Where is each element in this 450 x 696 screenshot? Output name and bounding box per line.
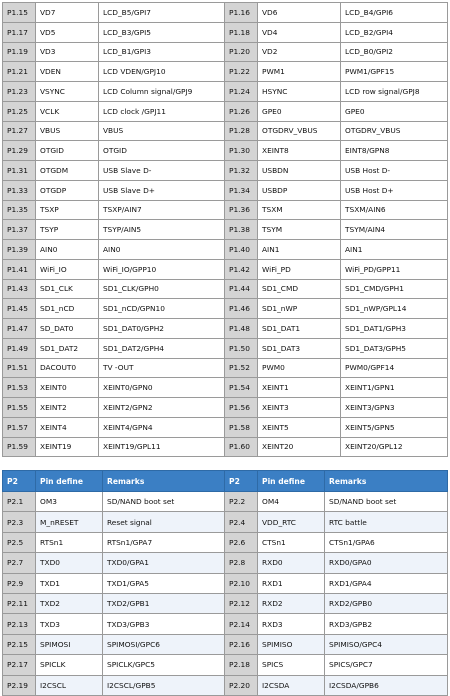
table-row (3, 62, 448, 82)
pin-define-cell: VD7 (36, 3, 99, 23)
table-row (3, 82, 448, 102)
pin-define-cell: XEINT0 (36, 378, 99, 398)
remarks-cell: SD1_DAT3/GPH5 (341, 338, 448, 358)
pin-define-cell: XEINT8 (258, 141, 341, 161)
pin-number-cell: P2.2 (225, 492, 258, 512)
remarks-cell: XEINT1/GPN1 (341, 378, 448, 398)
pin-number-cell: P1.53 (3, 378, 36, 398)
remarks-cell: SPIMISO/GPC4 (325, 634, 448, 654)
p2-pin-table-body (3, 492, 448, 696)
table-row (3, 437, 448, 457)
pin-define-cell: SD1_DAT3 (258, 338, 341, 358)
pin-define-cell: DACOUT0 (36, 358, 99, 378)
pin-define-cell: OM4 (258, 492, 325, 512)
table-row (3, 358, 448, 378)
pin-define-cell: CTSn1 (258, 532, 325, 552)
pin-number-cell: P1.38 (225, 220, 258, 240)
pin-number-cell: P1.49 (3, 338, 36, 358)
pin-define-cell: TSXM (258, 200, 341, 220)
remarks-cell: TSYP/AIN5 (99, 220, 225, 240)
remarks-cell: TSXP/AIN7 (99, 200, 225, 220)
pin-define-cell: VBUS (36, 121, 99, 141)
pin-number-cell: P1.58 (225, 417, 258, 437)
pin-define-cell: WiFi_PD (258, 259, 341, 279)
table-row (3, 378, 448, 398)
pin-number-cell: P1.34 (225, 180, 258, 200)
pin-define-cell: GPE0 (258, 101, 341, 121)
table-row (3, 240, 448, 260)
pin-number-cell: P2.18 (225, 655, 258, 675)
pin-define-cell: VD3 (36, 42, 99, 62)
table-row (3, 200, 448, 220)
pin-number-cell: P1.37 (3, 220, 36, 240)
remarks-cell: LCD_B4/GPI6 (341, 3, 448, 23)
remarks-cell: LCD_B0/GPI2 (341, 42, 448, 62)
table-row (3, 492, 448, 512)
remarks-cell: WiFi_PD/GPP11 (341, 259, 448, 279)
pin-define-cell: SD1_DAT2 (36, 338, 99, 358)
table-row (3, 299, 448, 319)
pin-number-cell: P1.43 (3, 279, 36, 299)
remarks-cell: Reset signal (103, 512, 225, 532)
remarks-cell: RTC battle (325, 512, 448, 532)
pin-number-cell: P1.26 (225, 101, 258, 121)
pin-number-cell: P1.36 (225, 200, 258, 220)
header-remarks: Remarks (103, 471, 225, 492)
pin-define-cell: SD1_CLK (36, 279, 99, 299)
pin-define-cell: USBDP (258, 180, 341, 200)
pin-number-cell: P1.51 (3, 358, 36, 378)
remarks-cell: LCD_B3/GPI5 (99, 22, 225, 42)
pin-define-cell: PWM1 (258, 62, 341, 82)
pin-number-cell: P2.12 (225, 593, 258, 613)
remarks-cell: LCD_B2/GPI4 (341, 22, 448, 42)
pin-number-cell: P1.52 (225, 358, 258, 378)
remarks-cell: EINT8/GPN8 (341, 141, 448, 161)
remarks-cell: LCD Column signal/GPJ9 (99, 82, 225, 102)
pin-define-cell: TSXP (36, 200, 99, 220)
remarks-cell: XEINT2/GPN2 (99, 398, 225, 418)
pin-number-cell: P2.11 (3, 593, 36, 613)
pin-number-cell: P2.17 (3, 655, 36, 675)
pin-number-cell: P1.19 (3, 42, 36, 62)
pin-number-cell: P1.24 (225, 82, 258, 102)
pin-number-cell: P2.10 (225, 573, 258, 593)
pin-define-cell: SPIMOSI (36, 634, 103, 654)
table-row (3, 42, 448, 62)
pin-number-cell: P1.33 (3, 180, 36, 200)
pin-define-cell: OTGDP (36, 180, 99, 200)
pin-define-cell: VD4 (258, 22, 341, 42)
pin-define-cell: TXD1 (36, 573, 103, 593)
remarks-cell: SD1_CLK/GPH0 (99, 279, 225, 299)
pin-define-cell: RXD1 (258, 573, 325, 593)
remarks-cell: TSYM/AIN4 (341, 220, 448, 240)
pin-number-cell: P1.27 (3, 121, 36, 141)
pin-number-cell: P1.60 (225, 437, 258, 457)
pin-define-cell: TSYP (36, 220, 99, 240)
pin-define-cell: AIN0 (36, 240, 99, 260)
pin-number-cell: P1.18 (225, 22, 258, 42)
pin-number-cell: P1.48 (225, 319, 258, 339)
pin-number-cell: P2.8 (225, 553, 258, 573)
pin-define-cell: VSYNC (36, 82, 99, 102)
pin-define-cell: TXD2 (36, 593, 103, 613)
remarks-cell: XEINT0/GPN0 (99, 378, 225, 398)
remarks-cell: XEINT20/GPL12 (341, 437, 448, 457)
remarks-cell: SPICS/GPC7 (325, 655, 448, 675)
pin-define-cell: I2CSDA (258, 675, 325, 695)
pin-number-cell: P1.40 (225, 240, 258, 260)
pin-define-cell: SD1_DAT1 (258, 319, 341, 339)
header-pin-define: Pin define (258, 471, 325, 492)
remarks-cell: SPIMOSI/GPC6 (103, 634, 225, 654)
pin-number-cell: P1.45 (3, 299, 36, 319)
pin-define-cell: VD5 (36, 22, 99, 42)
p2-pin-table-header (3, 471, 448, 492)
remarks-cell: USB Slave D+ (99, 180, 225, 200)
pin-number-cell: P1.55 (3, 398, 36, 418)
remarks-cell: LCD clock /GPJ11 (99, 101, 225, 121)
pin-number-cell: P1.56 (225, 398, 258, 418)
remarks-cell: XEINT19/GPL11 (99, 437, 225, 457)
remarks-cell: RXD2/GPB0 (325, 593, 448, 613)
pin-define-cell: RXD3 (258, 614, 325, 634)
pin-define-cell: SPIMISO (258, 634, 325, 654)
pin-number-cell: P2.5 (3, 532, 36, 552)
pin-define-cell: TXD3 (36, 614, 103, 634)
pin-number-cell: P1.35 (3, 200, 36, 220)
pin-define-cell: XEINT5 (258, 417, 341, 437)
pin-number-cell: P2.1 (3, 492, 36, 512)
pin-number-cell: P2.13 (3, 614, 36, 634)
header-row (3, 471, 448, 492)
pin-number-cell: P2.6 (225, 532, 258, 552)
remarks-cell: USB Host D+ (341, 180, 448, 200)
remarks-cell: I2CSCL/GPB5 (103, 675, 225, 695)
header-p2: P2 (3, 471, 36, 492)
pin-define-cell: RTSn1 (36, 532, 103, 552)
table-row (3, 398, 448, 418)
table-row (3, 161, 448, 181)
remarks-cell: OTGID (99, 141, 225, 161)
remarks-cell: SD1_nWP/GPL14 (341, 299, 448, 319)
remarks-cell: TXD2/GPB1 (103, 593, 225, 613)
remarks-cell: WiFi_IO/GPP10 (99, 259, 225, 279)
remarks-cell: AIN1 (341, 240, 448, 260)
p2-pin-table (2, 470, 448, 696)
remarks-cell: SD1_DAT2/GPH4 (99, 338, 225, 358)
header-remarks: Remarks (325, 471, 448, 492)
pin-number-cell: P2.3 (3, 512, 36, 532)
remarks-cell: LCD_B5/GPI7 (99, 3, 225, 23)
remarks-cell: RXD3/GPB2 (325, 614, 448, 634)
table-row (3, 220, 448, 240)
remarks-cell: XEINT4/GPN4 (99, 417, 225, 437)
pin-define-cell: OTGDRV_VBUS (258, 121, 341, 141)
pin-number-cell: P2.16 (225, 634, 258, 654)
table-row (3, 319, 448, 339)
remarks-cell: SD1_DAT0/GPH2 (99, 319, 225, 339)
remarks-cell: USB Host D- (341, 161, 448, 181)
pin-define-cell: SD1_nCD (36, 299, 99, 319)
table-row (3, 675, 448, 695)
pin-number-cell: P1.28 (225, 121, 258, 141)
remarks-cell: RTSn1/GPA7 (103, 532, 225, 552)
pin-number-cell: P1.15 (3, 3, 36, 23)
pin-define-cell: RXD0 (258, 553, 325, 573)
remarks-cell: SD/NAND boot set (325, 492, 448, 512)
pin-define-cell: XEINT4 (36, 417, 99, 437)
pin-define-cell: TXD0 (36, 553, 103, 573)
header-p2: P2 (225, 471, 258, 492)
pin-number-cell: P1.30 (225, 141, 258, 161)
pin-define-cell: USBDN (258, 161, 341, 181)
remarks-cell: RXD1/GPA4 (325, 573, 448, 593)
remarks-cell: SD1_CMD/GPH1 (341, 279, 448, 299)
pin-number-cell: P1.47 (3, 319, 36, 339)
remarks-cell: SPICLK/GPC5 (103, 655, 225, 675)
table-row (3, 614, 448, 634)
remarks-cell: PWM0/GPF14 (341, 358, 448, 378)
table-row (3, 573, 448, 593)
pin-define-cell: VDD_RTC (258, 512, 325, 532)
table-row (3, 338, 448, 358)
pin-number-cell: P2.9 (3, 573, 36, 593)
pin-number-cell: P1.59 (3, 437, 36, 457)
pin-define-cell: VD6 (258, 3, 341, 23)
pin-number-cell: P1.22 (225, 62, 258, 82)
table-row (3, 121, 448, 141)
remarks-cell: LCD_B1/GPI3 (99, 42, 225, 62)
remarks-cell: SD/NAND boot set (103, 492, 225, 512)
pin-number-cell: P2.7 (3, 553, 36, 573)
pin-define-cell: M_nRESET (36, 512, 103, 532)
pin-define-cell: SD_DAT0 (36, 319, 99, 339)
pin-number-cell: P1.39 (3, 240, 36, 260)
pin-define-cell: AIN1 (258, 240, 341, 260)
pin-number-cell: P1.16 (225, 3, 258, 23)
pin-define-cell: OTGID (36, 141, 99, 161)
pin-define-cell: PWM0 (258, 358, 341, 378)
header-pin-define: Pin define (36, 471, 103, 492)
table-row (3, 101, 448, 121)
pin-define-cell: SPICLK (36, 655, 103, 675)
table-row (3, 417, 448, 437)
table-row (3, 22, 448, 42)
pin-number-cell: P2.15 (3, 634, 36, 654)
pin-number-cell: P2.4 (225, 512, 258, 532)
pin-number-cell: P1.42 (225, 259, 258, 279)
remarks-cell: TXD1/GPA5 (103, 573, 225, 593)
remarks-cell: SD1_DAT1/GPH3 (341, 319, 448, 339)
pin-number-cell: P1.20 (225, 42, 258, 62)
remarks-cell: XEINT3/GPN3 (341, 398, 448, 418)
pin-define-cell: VCLK (36, 101, 99, 121)
pin-define-cell: OM3 (36, 492, 103, 512)
table-row (3, 279, 448, 299)
table-row (3, 512, 448, 532)
pin-number-cell: P1.21 (3, 62, 36, 82)
remarks-cell: AIN0 (99, 240, 225, 260)
remarks-cell: I2CSDA/GPB6 (325, 675, 448, 695)
pin-number-cell: P1.54 (225, 378, 258, 398)
pin-define-cell: SD1_nWP (258, 299, 341, 319)
pin-number-cell: P2.19 (3, 675, 36, 695)
pin-define-cell: SD1_CMD (258, 279, 341, 299)
remarks-cell: TXD3/GPB3 (103, 614, 225, 634)
pin-number-cell: P1.41 (3, 259, 36, 279)
pin-define-cell: HSYNC (258, 82, 341, 102)
remarks-cell: LCD row signal/GPJ8 (341, 82, 448, 102)
pin-number-cell: P1.50 (225, 338, 258, 358)
remarks-cell: VBUS (99, 121, 225, 141)
pin-define-cell: XEINT3 (258, 398, 341, 418)
remarks-cell: TXD0/GPA1 (103, 553, 225, 573)
pin-number-cell: P2.14 (225, 614, 258, 634)
remarks-cell: USB Slave D- (99, 161, 225, 181)
table-row (3, 532, 448, 552)
pin-define-cell: WiFi_IO (36, 259, 99, 279)
remarks-cell: OTGDRV_VBUS (341, 121, 448, 141)
remarks-cell: CTSn1/GPA6 (325, 532, 448, 552)
p1-pin-table-body (3, 3, 448, 457)
remarks-cell: RXD0/GPA0 (325, 553, 448, 573)
pin-number-cell: P1.17 (3, 22, 36, 42)
pin-number-cell: P2.20 (225, 675, 258, 695)
remarks-cell: XEINT5/GPN5 (341, 417, 448, 437)
remarks-cell: LCD VDEN/GPJ10 (99, 62, 225, 82)
p1-pin-table (2, 2, 448, 457)
remarks-cell: TV -OUT (99, 358, 225, 378)
table-row (3, 180, 448, 200)
pin-number-cell: P1.25 (3, 101, 36, 121)
pin-number-cell: P1.29 (3, 141, 36, 161)
table-row (3, 593, 448, 613)
remarks-cell: TSXM/AIN6 (341, 200, 448, 220)
pin-define-cell: XEINT2 (36, 398, 99, 418)
table-row (3, 141, 448, 161)
pin-define-cell: SPICS (258, 655, 325, 675)
remarks-cell: PWM1/GPF15 (341, 62, 448, 82)
table-row (3, 3, 448, 23)
pin-define-cell: RXD2 (258, 593, 325, 613)
pin-number-cell: P1.44 (225, 279, 258, 299)
pin-number-cell: P1.32 (225, 161, 258, 181)
pin-define-cell: VDEN (36, 62, 99, 82)
table-row (3, 634, 448, 654)
table-row (3, 655, 448, 675)
pin-number-cell: P1.57 (3, 417, 36, 437)
pin-define-cell: XEINT20 (258, 437, 341, 457)
pin-define-cell: XEINT19 (36, 437, 99, 457)
table-row (3, 259, 448, 279)
pin-define-cell: TSYM (258, 220, 341, 240)
pin-define-cell: OTGDM (36, 161, 99, 181)
table-row (3, 553, 448, 573)
pin-define-cell: XEINT1 (258, 378, 341, 398)
remarks-cell: GPE0 (341, 101, 448, 121)
pin-number-cell: P1.23 (3, 82, 36, 102)
remarks-cell: SD1_nCD/GPN10 (99, 299, 225, 319)
pin-number-cell: P1.46 (225, 299, 258, 319)
pin-define-cell: VD2 (258, 42, 341, 62)
pin-number-cell: P1.31 (3, 161, 36, 181)
pin-define-cell: I2CSCL (36, 675, 103, 695)
